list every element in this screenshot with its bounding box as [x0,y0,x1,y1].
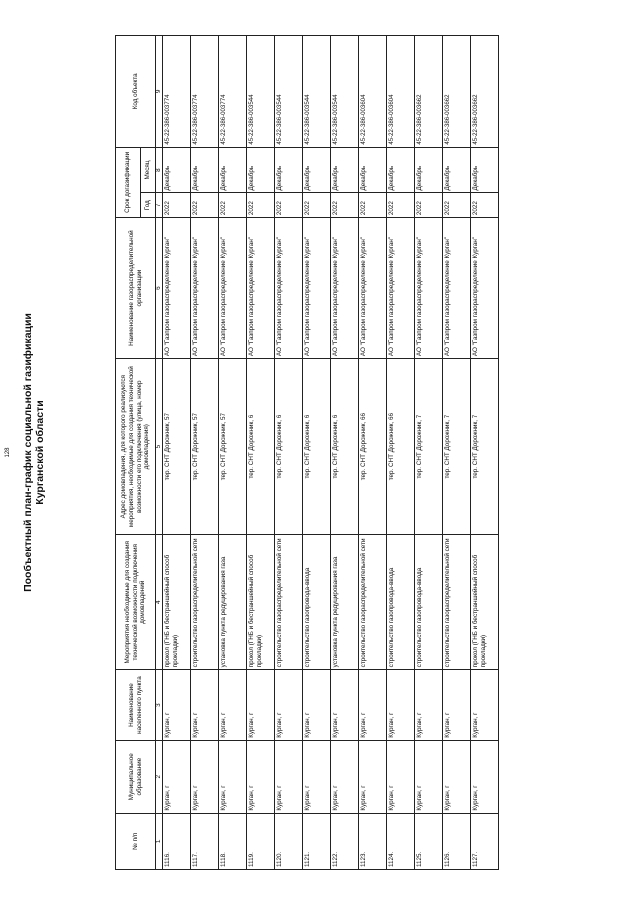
row-municipality: Курган, г [219,740,247,813]
row-number: 1117. [191,813,219,869]
header-settlement: Наименование населенного пункта [116,670,156,740]
row-settlement: Курган, г [275,670,303,740]
header-object-code: Код объекта [116,36,156,148]
row-activity: установка пункта редуцирования газа [219,535,247,670]
table-row [387,36,415,870]
table-body [163,36,499,870]
row-gdo: АО "Газпром газораспределение Курган" [359,218,387,359]
row-object-code: 45-22-386-003544 [247,36,275,148]
row-number: 1123. [359,813,387,869]
row-municipality: Курган, г [247,740,275,813]
row-gdo: АО "Газпром газораспределение Курган" [471,218,499,359]
row-object-code: 45-22-386-003662 [443,36,471,148]
row-municipality: Курган, г [331,740,359,813]
row-settlement: Курган, г [303,670,331,740]
row-month: Декабрь [359,147,387,193]
row-settlement: Курган, г [471,670,499,740]
table-row [275,36,303,870]
row-gdo: АО "Газпром газораспределение Курган" [275,218,303,359]
row-settlement: Курган, г [163,670,191,740]
col-number: 7 [156,193,163,218]
row-municipality: Курган, г [471,740,499,813]
row-month: Декабрь [471,147,499,193]
row-activity: установка пункта редуцирования газа [331,535,359,670]
row-year: 2022 [219,193,247,218]
row-gdo: АО "Газпром газораспределение Курган" [331,218,359,359]
row-object-code: 45-22-386-003604 [359,36,387,148]
row-number: 1127. [471,813,499,869]
row-activity: строительство газораспределительной сети [359,535,387,670]
row-activity: строительство газопровода-ввода [415,535,443,670]
table-row [359,36,387,870]
row-year: 2022 [443,193,471,218]
row-object-code: 45-22-386-003544 [275,36,303,148]
row-number: 1118. [219,813,247,869]
table-row [443,36,471,870]
row-activity: прокол (ГНБ и бестраншейный способ прокладки) [471,535,499,670]
row-number: 1122. [331,813,359,869]
row-number: 1120. [275,813,303,869]
row-settlement: Курган, г [387,670,415,740]
row-gdo: АО "Газпром газораспределение Курган" [387,218,415,359]
page-number: 128 [5,447,11,458]
row-municipality: Курган, г [443,740,471,813]
row-address: тер. СНТ Дорожник, 7 [443,359,471,535]
row-gdo: АО "Газпром газораспределение Курган" [303,218,331,359]
col-number: 1 [156,813,163,869]
table-row [163,36,191,870]
row-gdo: АО "Газпром газораспределение Курган" [163,218,191,359]
row-month: Декабрь [275,147,303,193]
row-municipality: Курган, г [191,740,219,813]
row-settlement: Курган, г [443,670,471,740]
row-year: 2022 [303,193,331,218]
row-object-code: 45-22-386-003662 [471,36,499,148]
header-year: Год [141,193,156,218]
rotated-page [0,35,640,870]
row-year: 2022 [247,193,275,218]
row-activity: прокол (ГНБ и бестраншейный способ прокладки) [247,535,275,670]
table-row [331,36,359,870]
header-gdo: Наименование газораспределительной организации [116,218,156,359]
row-address: тер. СНТ Дорожник, 6 [331,359,359,535]
row-settlement: Курган, г [247,670,275,740]
row-municipality: Курган, г [359,740,387,813]
table-row [219,36,247,870]
row-settlement: Курган, г [191,670,219,740]
row-activity: строительство газораспределительной сети [275,535,303,670]
row-municipality: Курган, г [275,740,303,813]
table-row [191,36,219,870]
row-activity: прокол (ГНБ и бестраншейный способ прокладки) [163,535,191,670]
row-year: 2022 [331,193,359,218]
row-object-code: 45-22-386-003774 [163,36,191,148]
col-number: 9 [156,36,163,148]
row-address: тер. СНТ Дорожник, 6 [303,359,331,535]
row-gdo: АО "Газпром газораспределение Курган" [219,218,247,359]
row-municipality: Курган, г [415,740,443,813]
row-address: тер. СНТ Дорожник, 7 [471,359,499,535]
row-object-code: 45-22-386-003774 [219,36,247,148]
gasification-table [115,35,499,870]
col-number: 5 [156,359,163,535]
row-gdo: АО "Газпром газораспределение Курган" [191,218,219,359]
row-gdo: АО "Газпром газораспределение Курган" [443,218,471,359]
row-address: тер. СНТ Дорожник, 57 [163,359,191,535]
row-year: 2022 [471,193,499,218]
col-number: 8 [156,147,163,193]
table-row [415,36,443,870]
row-address: тер. СНТ Дорожник, 6 [247,359,275,535]
row-address: тер. СНТ Дорожник, 57 [219,359,247,535]
row-year: 2022 [191,193,219,218]
row-object-code: 45-22-386-003544 [303,36,331,148]
header-month: Месяц [141,147,156,193]
row-municipality: Курган, г [303,740,331,813]
row-gdo: АО "Газпром газораспределение Курган" [415,218,443,359]
col-number: 4 [156,535,163,670]
row-activity: строительство газопровода-ввода [303,535,331,670]
row-object-code: 45-22-386-003604 [387,36,415,148]
row-activity: строительство газораспределительной сети [191,535,219,670]
row-year: 2022 [359,193,387,218]
row-month: Декабрь [191,147,219,193]
row-month: Декабрь [247,147,275,193]
row-object-code: 45-22-386-003774 [191,36,219,148]
row-municipality: Курган, г [387,740,415,813]
col-number: 6 [156,218,163,359]
col-number: 2 [156,740,163,813]
row-settlement: Курган, г [219,670,247,740]
row-address: тер. СНТ Дорожник, 57 [191,359,219,535]
row-month: Декабрь [219,147,247,193]
row-number: 1119. [247,813,275,869]
row-address: тер. СНТ Дорожник, 6 [275,359,303,535]
row-number: 1124. [387,813,415,869]
row-settlement: Курган, г [331,670,359,740]
row-settlement: Курган, г [415,670,443,740]
row-year: 2022 [415,193,443,218]
row-settlement: Курган, г [359,670,387,740]
title-line-1: Пообъектный план-график социальной газификации [22,313,34,592]
row-month: Декабрь [163,147,191,193]
header-municipality: Муниципальное образование [116,740,156,813]
header-deadline: Срок догазификации [116,147,141,217]
title-line-2: Курганской области [34,400,46,505]
row-activity: строительство газопровода-ввода [387,535,415,670]
table-row [247,36,275,870]
row-month: Декабрь [443,147,471,193]
row-month: Декабрь [415,147,443,193]
header-num: № п/п [116,813,156,869]
row-number: 1125. [415,813,443,869]
row-year: 2022 [275,193,303,218]
row-address: тер. СНТ Дорожник, 66 [359,359,387,535]
header-activities: Мероприятия необходимые для создания технической возможности подключения домовладений [116,535,156,670]
table-row [471,36,499,870]
row-month: Декабрь [331,147,359,193]
column-numbers-row [156,36,163,870]
table-row [303,36,331,870]
page-title [22,35,46,870]
row-address: тер. СНТ Дорожник, 7 [415,359,443,535]
row-address: тер. СНТ Дорожник, 66 [387,359,415,535]
row-year: 2022 [387,193,415,218]
row-number: 1116. [163,813,191,869]
row-month: Декабрь [303,147,331,193]
row-municipality: Курган, г [163,740,191,813]
row-month: Декабрь [387,147,415,193]
col-number: 3 [156,670,163,740]
row-number: 1126. [443,813,471,869]
row-year: 2022 [163,193,191,218]
row-number: 1121. [303,813,331,869]
row-object-code: 45-22-386-003662 [415,36,443,148]
row-gdo: АО "Газпром газораспределение Курган" [247,218,275,359]
row-activity: строительство газораспределительной сети [443,535,471,670]
header-address: Адрес домовладения, для которого реализуются мероприятия, необходимые для создания технической возможности его подключения (улица, номер домовладения) [116,359,156,535]
row-object-code: 45-22-386-003544 [331,36,359,148]
